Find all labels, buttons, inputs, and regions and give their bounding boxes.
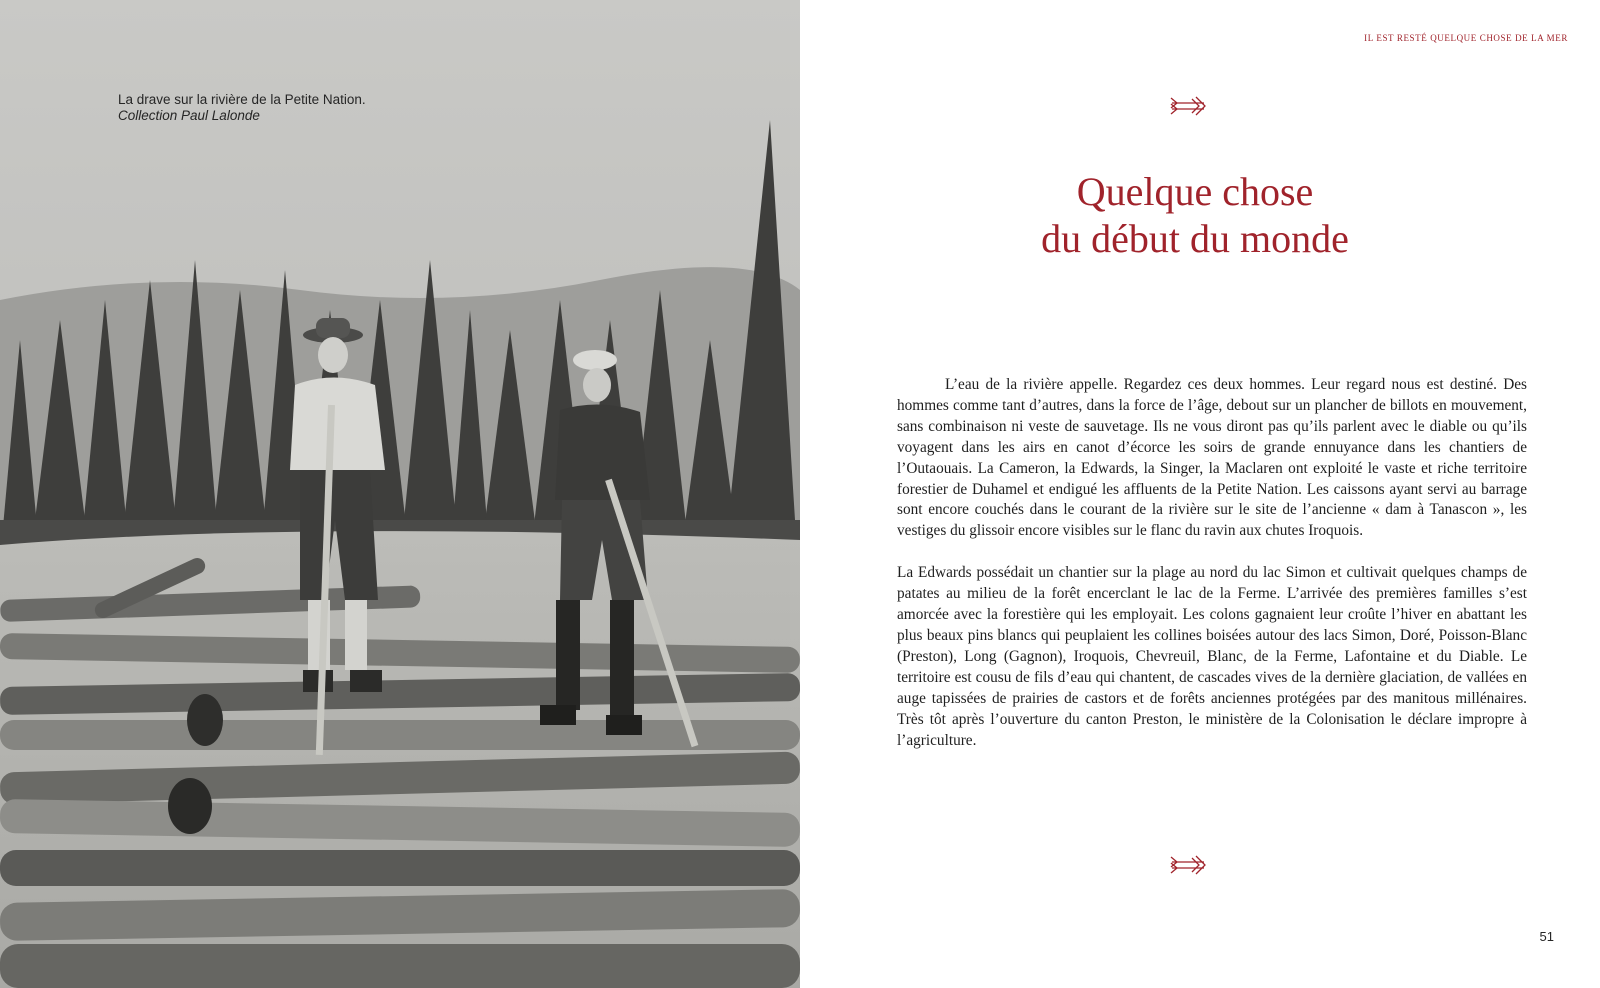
double-arrow-ornament-icon [1170, 854, 1208, 876]
double-arrow-ornament-icon [1170, 95, 1208, 117]
chapter-title [860, 168, 1530, 262]
paragraph-2: La Edwards possédait un chantier sur la plage au nord du lac Simon et cultivait quelques champs de patates au milieu de la forêt encerclant le lac de la Ferme. L’arrivée des premières familles s’est amorcée avec la forestière qui les employait. Les colons gagnaient leur croûte l’hiver en abattant les plus beaux pins blancs qui peuplaient les collines boisées autour des lacs Simon, Doré, Poisson-Blanc (Preston), Long (Gagnon), Iroquois, Chevreuil, Blanc, de la Ferme, Lafontaine et du Diable. Le territoire est cousu de fils d’eau qui chantent, de cascades vives de la dernière glaciation, de vallées en auge tapissées de prairies de castors et de forêts anciennes protégées par des manitous millénaires. Très tôt après l’ouverture du canton Preston, le ministère de la Colonisation le déclare impropre à l’agriculture. [897, 564, 1527, 749]
caption-text: La drave sur la rivière de la Petite Nation. [118, 92, 366, 107]
photo-caption [118, 92, 366, 124]
body-text [897, 375, 1527, 751]
running-head: IL EST RESTÉ QUELQUE CHOSE DE LA MER [1364, 33, 1568, 43]
chapter-title-line-1: Quelque chose [1076, 169, 1314, 214]
page-number: 51 [1539, 929, 1554, 944]
paragraph-1: L’eau de la rivière appelle. Regardez ces deux hommes. Leur regard nous est destiné. Des hommes comme tant d’autres, dans la force de l’âge, debout sur un plancher de billots en mouvement, sans combinaison ni veste de sauvetage. Ils ne vous diront pas qu’ils parlent avec le diable ou qu’ils voyagent dans les airs en canot d’écorce les soirs de grande ennuyance dans les chantiers de l’Outaouais. La Cameron, la Edwards, la Singer, la Maclaren ont exploité le vaste et riche territoire forestier de Duhamel et endigué les affluents de la Petite Nation. Les caissons ayant servi au barrage sont encore couchés dans le courant de la rivière sur le site de l’ancienne « dam à Tanascon », les vestiges du glissoir encore visibles sur le flanc du ravin aux chutes Iroquois. [897, 376, 1527, 540]
chapter-title-line-2: du début du monde [1041, 216, 1349, 261]
caption-credit: Collection Paul Lalonde [118, 108, 260, 123]
